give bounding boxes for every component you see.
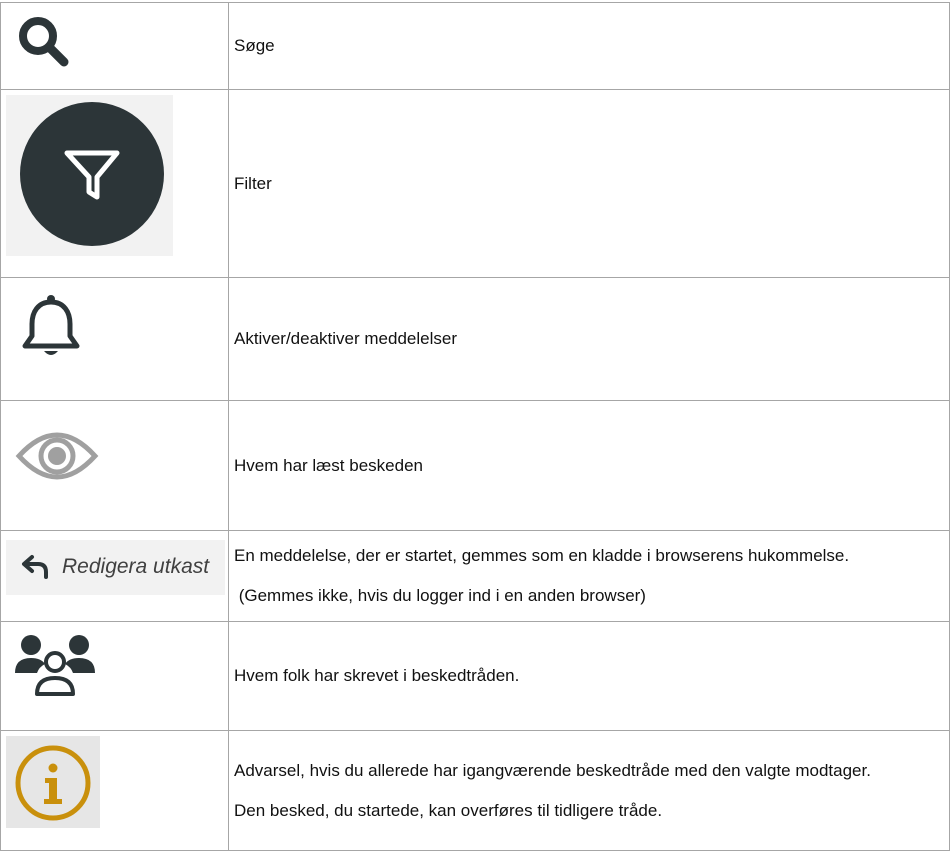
description-cell bbox=[229, 731, 950, 851]
icon-cell bbox=[1, 90, 229, 278]
reply-icon bbox=[20, 554, 50, 580]
description-cell bbox=[229, 622, 950, 731]
description-text: Hvem folk har skrevet i beskedtråden. bbox=[234, 666, 520, 685]
search-icon bbox=[15, 13, 71, 69]
table-row bbox=[1, 90, 950, 278]
table-row bbox=[1, 622, 950, 731]
description-text: (Gemmes ikke, hvis du logger ind i en anden browser) bbox=[234, 586, 646, 605]
description-cell bbox=[229, 278, 950, 401]
table-row bbox=[1, 731, 950, 851]
description-text: Filter bbox=[234, 173, 272, 193]
icon-cell bbox=[1, 531, 229, 622]
edit-draft-button bbox=[6, 540, 225, 595]
icon-cell bbox=[1, 622, 229, 731]
bell-icon bbox=[21, 294, 81, 360]
icon-cell bbox=[1, 401, 229, 531]
icon-legend-table bbox=[0, 2, 950, 851]
description-cell bbox=[229, 531, 950, 622]
description-text: Advarsel, hvis du allerede har igangværende beskedtråde med den valgte modtager. bbox=[234, 760, 871, 780]
edit-draft-label: Redigera utkast bbox=[62, 555, 210, 578]
eye-icon bbox=[15, 424, 99, 488]
table-row bbox=[1, 3, 950, 90]
description-text: En meddelelse, der er startet, gemmes som en kladde i browserens hukommelse. bbox=[234, 546, 850, 565]
table-row bbox=[1, 278, 950, 401]
table-row bbox=[1, 401, 950, 531]
description-cell bbox=[229, 90, 950, 278]
description-text: Søge bbox=[234, 36, 275, 55]
table-row bbox=[1, 531, 950, 622]
icon-cell bbox=[1, 278, 229, 401]
description-text: Hvem har læst beskeden bbox=[234, 455, 423, 475]
icon-cell bbox=[1, 731, 229, 851]
icon-cell bbox=[1, 3, 229, 90]
description-text: Aktiver/deaktiver meddelelser bbox=[234, 329, 457, 348]
description-cell bbox=[229, 401, 950, 531]
filter-icon bbox=[19, 101, 165, 247]
description-cell bbox=[229, 3, 950, 90]
description-text: Den besked, du startede, kan overføres til tidligere tråde. bbox=[234, 800, 663, 820]
info-icon bbox=[14, 744, 92, 822]
people-icon bbox=[15, 633, 95, 699]
